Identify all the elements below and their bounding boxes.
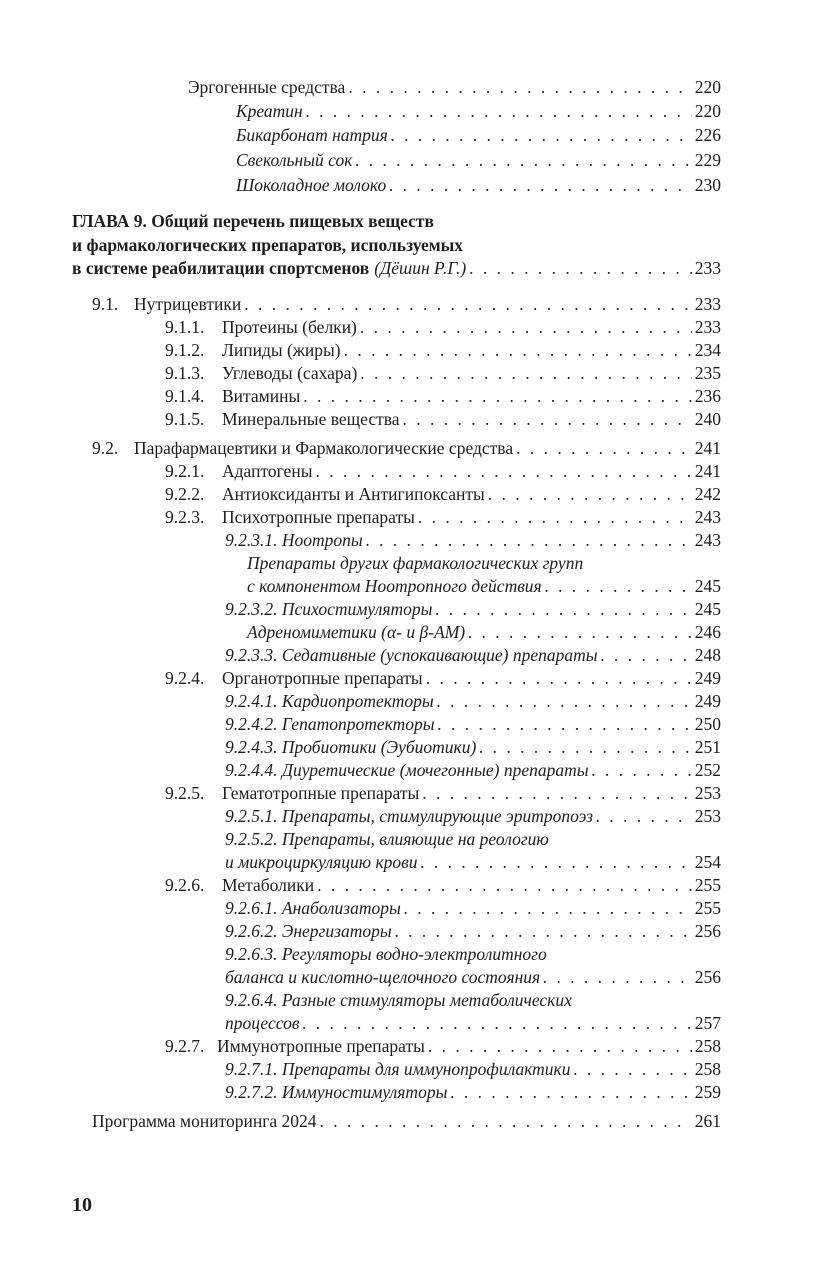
- toc-page-number: 255: [694, 898, 721, 918]
- leader-dots: [543, 966, 692, 989]
- leader-dots: [391, 124, 692, 147]
- toc-entry-label: Липиды (жиры): [222, 340, 341, 360]
- leader-dots: [592, 759, 692, 782]
- leader-dots: [418, 506, 692, 529]
- toc-entry-9-2-6-1[interactable]: [225, 897, 721, 920]
- toc-page-number: 261: [694, 1111, 721, 1131]
- leader-dots: [315, 460, 691, 483]
- toc-entry-label: 9.2.3.2. Психостимуляторы: [225, 599, 433, 619]
- toc-entry-bicarbonate[interactable]: [236, 124, 721, 147]
- leader-dots: [437, 690, 692, 713]
- leader-dots: [436, 598, 692, 621]
- section-number: 9.1.: [92, 294, 119, 314]
- section-number: 9.1.2.: [165, 340, 205, 360]
- toc-page-number: 233: [694, 258, 721, 278]
- chapter-heading-line3: в системе реабилитации спортсменов: [72, 258, 370, 278]
- toc-page-number: 251: [694, 737, 721, 757]
- toc-entry-label: Органотропные препараты: [222, 668, 423, 688]
- toc-entry-label: Бикарбонат натрия: [236, 125, 388, 145]
- toc-page-number: 249: [694, 691, 721, 711]
- toc-entry-label: Психотропные препараты: [222, 507, 415, 527]
- toc-entry-9-2-4-1[interactable]: [225, 690, 721, 713]
- toc-entry-9-1-4[interactable]: [165, 385, 721, 408]
- leader-dots: [469, 257, 692, 280]
- toc-page-number: 220: [694, 101, 721, 121]
- leader-dots: [422, 782, 692, 805]
- toc-page-number: 246: [694, 622, 721, 642]
- toc-entry-label: с компонентом Ноотропного действия: [247, 576, 542, 596]
- toc-entry-9-1-3[interactable]: [165, 362, 721, 385]
- section-number: 9.2.6.: [165, 875, 205, 895]
- leader-dots: [438, 713, 692, 736]
- toc-entry-9-2-5-2-line1: 9.2.5.2. Препараты, влияющие на реологию: [225, 829, 549, 849]
- toc-page-number: 255: [694, 875, 721, 895]
- leader-dots: [403, 408, 692, 431]
- toc-page-number: 226: [694, 125, 721, 145]
- chapter-author: (Дёшин Р.Г.): [374, 258, 467, 278]
- toc-page-number: 242: [694, 484, 721, 504]
- toc-entry-other-groups-line1: Препараты других фармакологических групп: [247, 553, 584, 573]
- toc-entry-label: Минеральные вещества: [222, 409, 400, 429]
- toc-entry-label: Иммунотропные препараты: [217, 1036, 425, 1056]
- toc-page-number: 259: [694, 1082, 721, 1102]
- toc-entry-label: 9.2.3.1. Ноотропы: [225, 530, 363, 550]
- leader-dots: [488, 483, 692, 506]
- toc-entry-chapter9[interactable]: [72, 257, 721, 280]
- leader-dots: [573, 1058, 691, 1081]
- toc-entry-9-2-1[interactable]: [165, 460, 721, 483]
- toc-entry-label: 9.2.6.1. Анаболизаторы: [225, 898, 401, 918]
- toc-entry-beet-juice[interactable]: [236, 149, 721, 172]
- toc-page-number: 253: [694, 783, 721, 803]
- toc-page-number: 243: [694, 507, 721, 527]
- chapter-heading-line1: ГЛАВА 9. Общий перечень пищевых веществ: [72, 211, 434, 231]
- toc-entry-label: 9.2.4.1. Кардиопротекторы: [225, 691, 434, 711]
- toc-entry-monitoring[interactable]: [92, 1110, 721, 1133]
- section-number: 9.2.7.: [165, 1036, 205, 1056]
- toc-entry-9-2-4-2[interactable]: [225, 713, 721, 736]
- toc-page-number: 249: [694, 668, 721, 688]
- leader-dots: [360, 362, 691, 385]
- toc-entry-label: Программа мониторинга 2024: [92, 1111, 317, 1131]
- toc-page-number: 240: [694, 409, 721, 429]
- section-number: 9.1.4.: [165, 386, 205, 406]
- leader-dots: [479, 736, 691, 759]
- section-number: 9.2.5.: [165, 783, 205, 803]
- toc-entry-label: Адреномиметики (α- и β-АМ): [247, 622, 466, 642]
- leader-dots: [395, 920, 692, 943]
- page-number-folio: 10: [72, 1194, 92, 1216]
- toc-entry-9-1-2[interactable]: [165, 339, 721, 362]
- toc-page-number: 253: [694, 806, 721, 826]
- toc-entry-9-2-6[interactable]: [165, 874, 721, 897]
- section-number: 9.1.1.: [165, 317, 205, 337]
- toc-entry-adrenomimetics[interactable]: [247, 621, 721, 644]
- leader-dots: [355, 149, 691, 172]
- toc-entry-label: Свекольный сок: [236, 150, 353, 170]
- toc-entry-9-1-5[interactable]: [165, 408, 721, 431]
- toc-page-number: 254: [694, 852, 721, 872]
- toc-page-number: 256: [694, 967, 721, 987]
- toc-entry-label: Эргогенные средства: [188, 77, 346, 97]
- toc-page-number: 257: [694, 1013, 721, 1033]
- toc-entry-label: Парафармацевтики и Фармакологические средства: [134, 438, 514, 458]
- leader-dots: [545, 575, 692, 598]
- section-number: 9.2.: [92, 438, 119, 458]
- leader-dots: [344, 339, 692, 362]
- toc-entry-label: Витамины: [222, 386, 301, 406]
- toc-entry-9-2-7[interactable]: [165, 1035, 721, 1058]
- toc-page-number: 245: [694, 599, 721, 619]
- leader-dots: [450, 1081, 691, 1104]
- section-number: 9.2.4.: [165, 668, 205, 688]
- toc-entry-label: Антиоксиданты и Антигипоксанты: [222, 484, 485, 504]
- toc-page-number: 230: [694, 175, 721, 195]
- leader-dots: [404, 897, 692, 920]
- toc-entry-9-2-6-4-line1: 9.2.6.4. Разные стимуляторы метаболических: [225, 990, 572, 1010]
- leader-dots: [516, 437, 692, 460]
- toc-page-number: 235: [694, 363, 721, 383]
- toc-entry-label: Креатин: [236, 101, 303, 121]
- toc-entry-9-2-5-1[interactable]: [225, 805, 721, 828]
- toc-entry-other-groups[interactable]: [247, 575, 721, 598]
- toc-entry-ergogenic[interactable]: [188, 76, 721, 99]
- toc-entry-9-2-3[interactable]: [165, 506, 721, 529]
- toc-page-number: 233: [694, 317, 721, 337]
- toc-entry-9-2-5[interactable]: [165, 782, 721, 805]
- toc-entry-label: Адаптогены: [222, 461, 313, 481]
- leader-dots: [389, 174, 692, 197]
- toc-entry-9-1[interactable]: [92, 293, 721, 316]
- leader-dots: [426, 667, 692, 690]
- toc-entry-label: 9.2.4.4. Диуретические (мочегонные) препараты: [225, 760, 589, 780]
- toc-entry-9-2-5-2[interactable]: [225, 851, 721, 874]
- leader-dots: [468, 621, 692, 644]
- toc-page-number: 220: [694, 77, 721, 97]
- toc-entry-label: 9.2.7.1. Препараты для иммунопрофилактики: [225, 1059, 571, 1079]
- toc-entry-9-2-6-3[interactable]: [225, 966, 721, 989]
- toc-entry-creatine[interactable]: [236, 100, 721, 123]
- section-number: 9.2.2.: [165, 484, 205, 504]
- toc-entry-9-2-3-2[interactable]: [225, 598, 721, 621]
- toc-page-number: 248: [694, 645, 721, 665]
- toc-entry-label: и микроциркуляцию крови: [225, 852, 418, 872]
- toc-entry-9-2-7-1[interactable]: [225, 1058, 721, 1081]
- toc-entry-label: Метаболики: [222, 875, 315, 895]
- toc-page-number: 258: [694, 1036, 721, 1056]
- toc-page-number: 245: [694, 576, 721, 596]
- toc-page-number: 241: [694, 438, 721, 458]
- chapter-heading-line2: и фармакологических препаратов, используемых: [72, 235, 464, 255]
- toc-page-number: 233: [694, 294, 721, 314]
- leader-dots: [320, 1110, 692, 1133]
- section-number: 9.2.3.: [165, 507, 205, 527]
- toc-entry-label: Углеводы (сахара): [222, 363, 358, 383]
- toc-entry-label: Протеины (белки): [222, 317, 357, 337]
- toc-page-number: 252: [694, 760, 721, 780]
- toc-entry-label: 9.2.5.1. Препараты, стимулирующие эритропоэз: [225, 806, 593, 826]
- toc-page-number: 243: [694, 530, 721, 550]
- section-number: 9.2.1.: [165, 461, 205, 481]
- toc-entry-9-2-3-3[interactable]: [225, 644, 721, 667]
- toc-page-number: 241: [694, 461, 721, 481]
- leader-dots: [302, 1012, 691, 1035]
- leader-dots: [428, 1035, 692, 1058]
- toc-page-number: 250: [694, 714, 721, 734]
- leader-dots: [366, 529, 692, 552]
- toc-entry-label: 9.2.4.2. Гепатопротекторы: [225, 714, 435, 734]
- toc-entry-chocolate-milk[interactable]: [236, 174, 721, 197]
- toc-entry-label: Шоколадное молоко: [236, 175, 387, 195]
- leader-dots: [348, 76, 691, 99]
- toc-entry-label: Гематотропные препараты: [222, 783, 420, 803]
- toc-entry-label: 9.2.7.2. Иммуностимуляторы: [225, 1082, 448, 1102]
- leader-dots: [360, 316, 692, 339]
- toc-entry-9-2[interactable]: [92, 437, 721, 460]
- toc-page-number: 258: [694, 1059, 721, 1079]
- toc-entry-9-2-2[interactable]: [165, 483, 721, 506]
- toc-page-number: 256: [694, 921, 721, 941]
- toc-entry-9-2-3-1[interactable]: [225, 529, 721, 552]
- section-number: 9.1.5.: [165, 409, 205, 429]
- leader-dots: [317, 874, 692, 897]
- toc-entry-9-2-4[interactable]: [165, 667, 721, 690]
- toc-entry-9-2-4-3[interactable]: [225, 736, 721, 759]
- toc-entry-label: Нутрицевтики: [134, 294, 242, 314]
- toc-entry-label: 9.2.3.3. Седативные (успокаивающие) препараты: [225, 645, 598, 665]
- leader-dots: [601, 644, 692, 667]
- toc-entry-label: баланса и кислотно-щелочного состояния: [225, 967, 541, 987]
- leader-dots: [306, 100, 692, 123]
- toc-entry-9-2-6-2[interactable]: [225, 920, 721, 943]
- toc-entry-9-1-1[interactable]: [165, 316, 721, 339]
- toc-entry-label: процессов: [225, 1013, 300, 1033]
- toc-entry-label: 9.2.6.2. Энергизаторы: [225, 921, 392, 941]
- toc-entry-9-2-6-3-line1: 9.2.6.3. Регуляторы водно-электролитного: [225, 944, 547, 964]
- leader-dots: [596, 805, 692, 828]
- leader-dots: [303, 385, 692, 408]
- toc-page-number: 234: [694, 340, 721, 360]
- toc-page-number: 229: [694, 150, 721, 170]
- toc-entry-label: 9.2.4.3. Пробиотики (Эубиотики): [225, 737, 477, 757]
- toc-entry-9-2-6-4[interactable]: [225, 1012, 721, 1035]
- toc-page-number: 236: [694, 386, 721, 406]
- toc-entry-9-2-4-4[interactable]: [225, 759, 721, 782]
- leader-dots: [420, 851, 691, 874]
- section-number: 9.1.3.: [165, 363, 205, 383]
- leader-dots: [244, 293, 692, 316]
- toc-entry-9-2-7-2[interactable]: [225, 1081, 721, 1104]
